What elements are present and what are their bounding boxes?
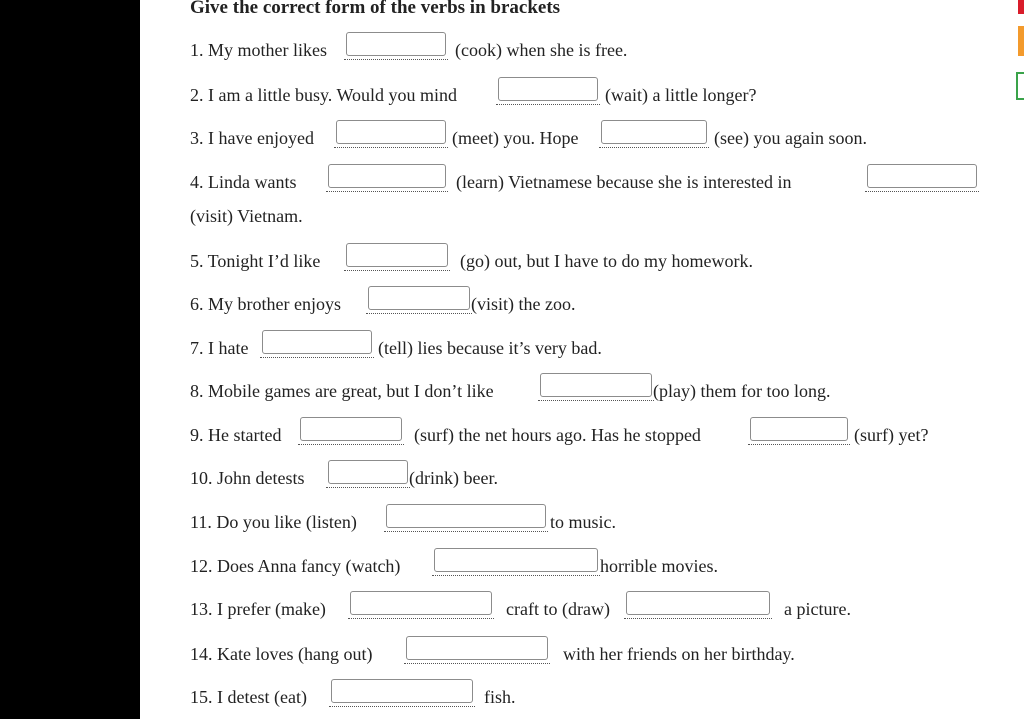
question-10-text-b: (drink) beer. (409, 468, 498, 488)
question-7-text-b: (tell) lies because it’s very bad. (378, 338, 602, 358)
question-13-text-b: craft to (draw) (506, 599, 610, 619)
question-12-text-b: horrible movies. (600, 556, 718, 576)
question-4-text-c: (visit) Vietnam. (190, 206, 303, 226)
question-6-text-a: 6. My brother enjoys (190, 294, 341, 314)
question-7-text-a: 7. I hate (190, 338, 249, 358)
question-11-text-b: to music. (550, 512, 616, 532)
question-14-text-b: with her friends on her birthday. (563, 644, 795, 664)
question-3-text-c: (see) you again soon. (714, 128, 867, 148)
answer-field-8[interactable] (540, 373, 652, 397)
answer-field-4b[interactable] (867, 164, 977, 188)
question-15-text-b: fish. (484, 687, 516, 707)
answer-field-9a[interactable] (300, 417, 402, 441)
answer-field-12[interactable] (434, 548, 598, 572)
question-9-text-c: (surf) yet? (854, 425, 929, 445)
question-5-text-b: (go) out, but I have to do my homework. (460, 251, 753, 271)
answer-field-3a[interactable] (336, 120, 446, 144)
question-1-text-a: 1. My mother likes (190, 40, 327, 60)
question-3-text-a: 3. I have enjoyed (190, 128, 314, 148)
question-5-text-a: 5. Tonight I’d like (190, 251, 321, 271)
question-11-text-a: 11. Do you like (listen) (190, 512, 357, 532)
question-14-text-a: 14. Kate loves (hang out) (190, 644, 373, 664)
answer-field-1[interactable] (346, 32, 446, 56)
question-6-text-b: (visit) the zoo. (471, 294, 576, 314)
question-9-text-b: (surf) the net hours ago. Has he stopped (414, 425, 701, 445)
question-2-text-a: 2. I am a little busy. Would you mind (190, 85, 458, 105)
question-2-text-b: (wait) a little longer? (605, 85, 757, 105)
question-8-text-b: (play) them for too long. (653, 381, 831, 401)
question-4-text-b: (learn) Vietnamese because she is interested in (456, 172, 792, 192)
answer-field-4a[interactable] (328, 164, 446, 188)
answer-field-11[interactable] (386, 504, 546, 528)
red-edge-marker (1018, 0, 1024, 14)
question-15-text-a: 15. I detest (eat) (190, 687, 307, 707)
worksheet-title: Give the correct form of the verbs in brackets (190, 0, 561, 18)
green-edge-marker (1016, 72, 1024, 100)
question-13-text-a: 13. I prefer (make) (190, 599, 326, 619)
question-10-text-a: 10. John detests (190, 468, 305, 488)
question-4-text-a: 4. Linda wants (190, 172, 297, 192)
question-9-text-a: 9. He started (190, 425, 282, 445)
question-3-text-b: (meet) you. Hope (452, 128, 579, 148)
answer-field-6[interactable] (368, 286, 470, 310)
answer-field-5[interactable] (346, 243, 448, 267)
answer-field-7[interactable] (262, 330, 372, 354)
answer-field-15[interactable] (331, 679, 473, 703)
answer-field-2[interactable] (498, 77, 598, 101)
orange-edge-marker (1018, 26, 1024, 56)
answer-field-10[interactable] (328, 460, 408, 484)
left-black-bar (0, 0, 140, 719)
question-12-text-a: 12. Does Anna fancy (watch) (190, 556, 401, 576)
answer-field-13b[interactable] (626, 591, 770, 615)
right-edge-strip (1018, 0, 1024, 719)
answer-field-14[interactable] (406, 636, 548, 660)
question-1-text-b: (cook) when she is free. (455, 40, 628, 60)
answer-field-3b[interactable] (601, 120, 707, 144)
answer-field-13a[interactable] (350, 591, 492, 615)
answer-field-9b[interactable] (750, 417, 848, 441)
question-8-text-a: 8. Mobile games are great, but I don’t like (190, 381, 494, 401)
question-13-text-c: a picture. (784, 599, 851, 619)
